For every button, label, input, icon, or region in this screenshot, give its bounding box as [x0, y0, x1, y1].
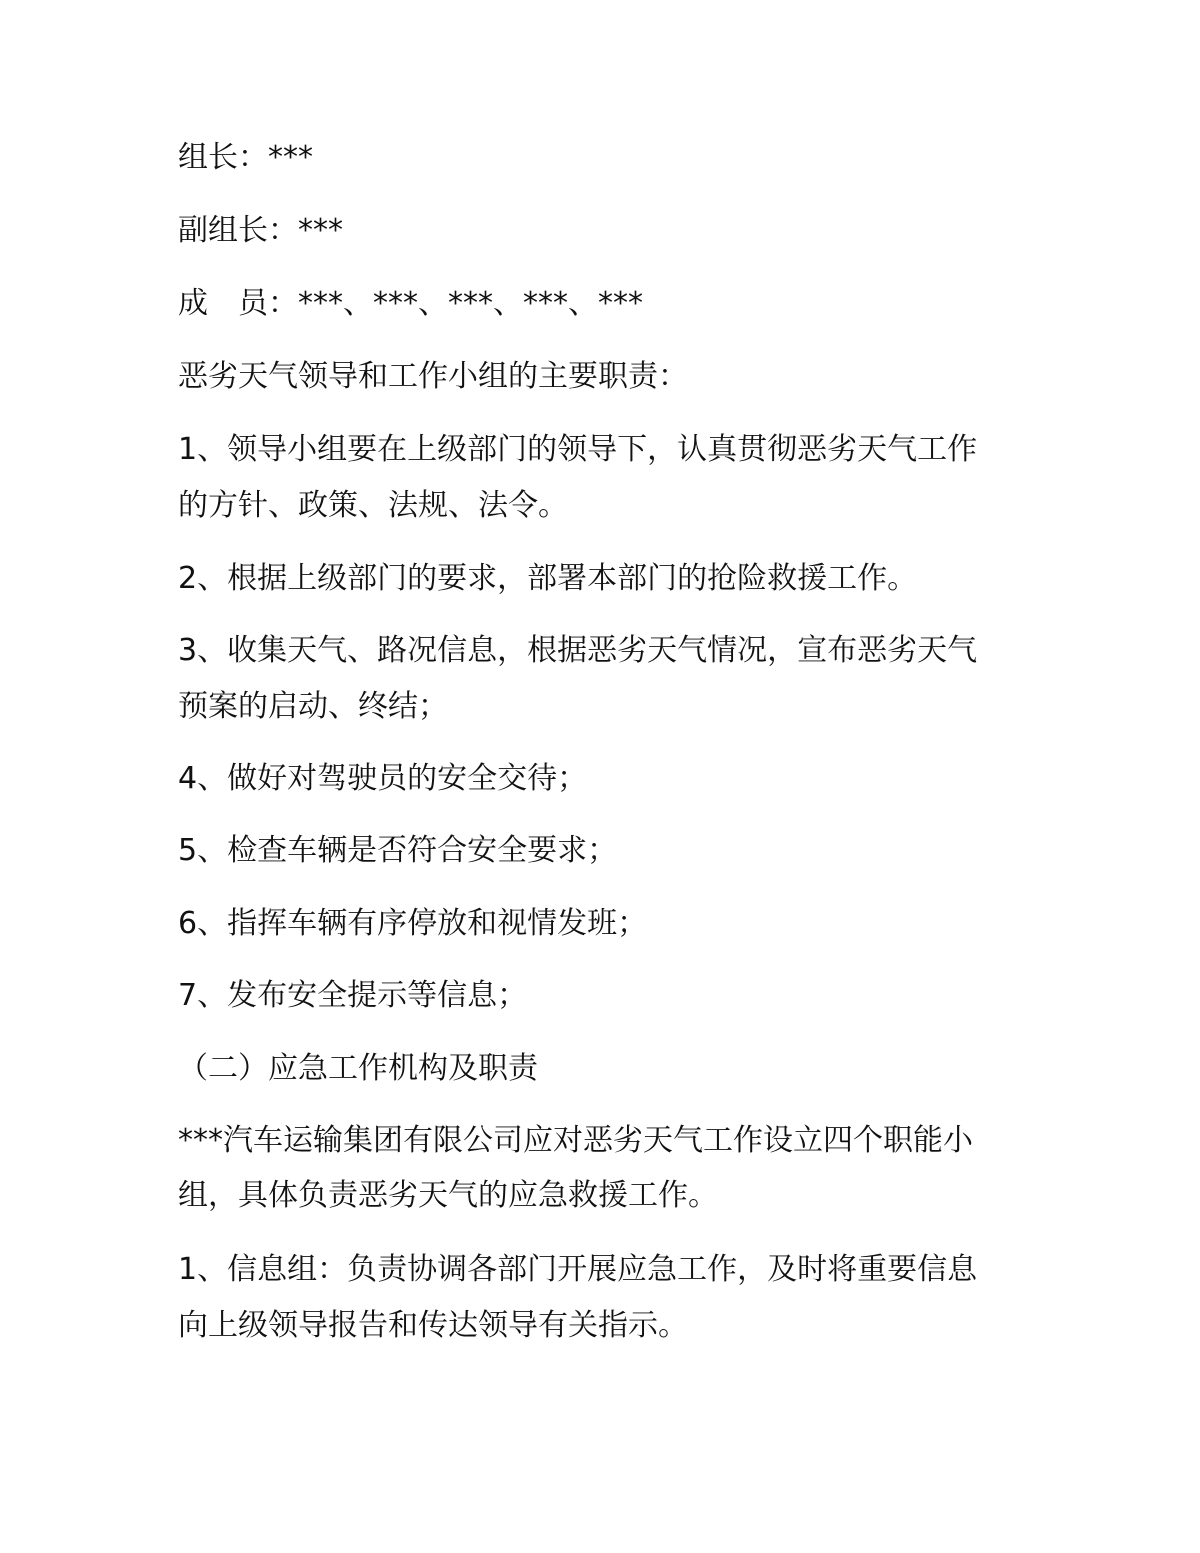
duty-6: 6、指挥车辆有序停放和视情发班； [178, 906, 648, 941]
leader-line: 组长：*** [178, 140, 313, 175]
group-1-line-2: 向上级领导报告和传达领导有关指示。 [178, 1308, 688, 1343]
duty-1-line-2: 的方针、政策、法规、法令。 [178, 488, 568, 523]
duty-3-line-1: 3、收集天气、路况信息，根据恶劣天气情况，宣布恶劣天气 [178, 633, 978, 668]
duty-1-line-1: 1、领导小组要在上级部门的领导下，认真贯彻恶劣天气工作 [178, 432, 978, 467]
section-2-intro-line-2: 组，具体负责恶劣天气的应急救援工作。 [178, 1178, 718, 1213]
section-2-intro-line-1: ***汽车运输集团有限公司应对恶劣天气工作设立四个职能小 [178, 1123, 973, 1158]
duty-5: 5、检查车辆是否符合安全要求； [178, 833, 618, 868]
group-1-line-1: 1、信息组：负责协调各部门开展应急工作，及时将重要信息 [178, 1252, 978, 1287]
duty-3-line-2: 预案的启动、终结； [178, 689, 448, 724]
duty-7: 7、发布安全提示等信息； [178, 978, 528, 1013]
duties-heading: 恶劣天气领导和工作小组的主要职责： [178, 359, 688, 394]
duty-4: 4、做好对驾驶员的安全交待； [178, 761, 588, 796]
deputy-leader-line: 副组长：*** [178, 213, 343, 248]
section-2-heading: （二）应急工作机构及职责 [178, 1051, 538, 1086]
duty-2: 2、根据上级部门的要求，部署本部门的抢险救援工作。 [178, 561, 918, 596]
members-line: 成 员：***、***、***、***、*** [178, 286, 643, 321]
